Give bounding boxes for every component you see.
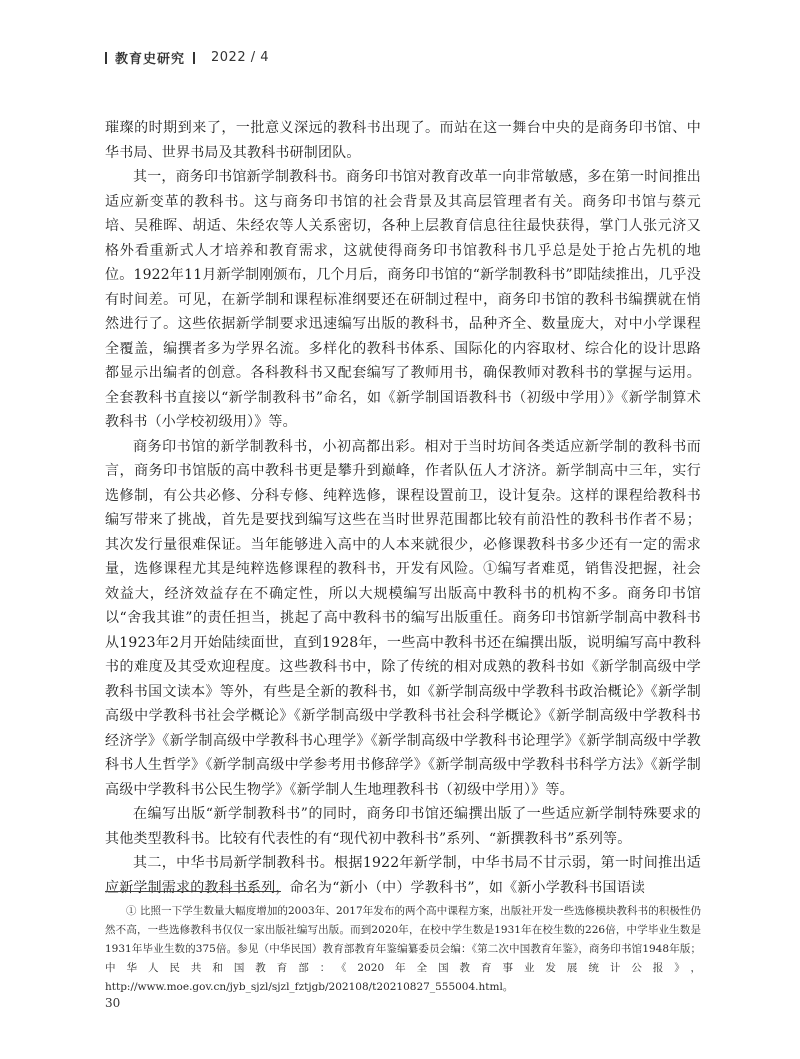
header-bar-right [193,52,195,64]
footnote: ① 比照一下学生数量大幅度增加的2003年、2017年发布的两个高中课程方案，出版社开发一些选修模块教科书的积极性仍然不高，一些选修教科书仅仅一家出版社编写出版。而到2020年，在校中学生数是1931年在校生数的226倍，中学毕业生数是1931年毕业生数的375倍。参见（中华民国）教育部教育年鉴编纂委员会编：《第二次中国教育年鉴》，商务印书馆1948年版；中华人民共和国教育部：《2020年全国教育事业发展统计公报》，http://www.moe.gov.cn/jyb_sjzl/sjzl_fztjgb/202108/t20210827_555004.html。 [105,905,701,993]
journal-title: 教育史研究 [115,52,186,67]
footnote-divider [105,891,281,892]
running-header [105,48,269,67]
paragraph: 其一，商务印书馆新学制教科书。商务印书馆对教育改革一向非常敏感，多在第一时间推出适应新变革的教科书。这与商务印书馆的社会背景及其高层管理者有关。商务印书馆与蔡元培、吴稚晖、胡适、朱经农等人关系密切，各种上层教育信息往往最快获得，掌门人张元济又格外看重新式人才培养和教育需求，这就使得商务印书馆教科书几乎总是处于抢占先机的地位。1922年11月新学制刚颁布，几个月后，商务印书馆的“新学制教科书”即陆续推出，几乎没有时间差。可见，在新学制和课程标准纲要还在研制过程中，商务印书馆的教科书编撰就在悄然进行了。这些依据新学制要求迅速编写出版的教科书，品种齐全、数量庞大，对中小学课程全覆盖，编撰者多为学界名流。多样化的教科书体系、国际化的内容取材、综合化的设计思路都显示出编者的创意。各科教科书又配套编写了教师用书，确保教师对教科书的掌握与运用。全套教科书直接以“新学制教科书”命名，如《新学制国语教科书（初级中学用）》《新学制算术教科书（小学校初级用）》等。 [105,169,701,430]
header-bar-left [105,52,107,64]
paragraph-continued: 璀璨的时期到来了，一批意义深远的教科书出现了。而站在这一舞台中央的是商务印书馆、中华书局、世界书局及其教科书研制团队。 [105,120,701,161]
main-text [105,116,701,900]
page-number: 30 [105,996,121,1010]
paragraph: 其二，中华书局新学制教科书。根据1922年新学制，中华书局不甘示弱，第一时间推出适应新学制需求的教科书系列，命名为“新小（中）学教科书”，如《新小学教科书国语读 [105,855,701,896]
issue-number: 2022 / 4 [211,50,270,65]
paragraph: 在编写出版“新学制教科书”的同时，商务印书馆还编撰出版了一些适应新学制特殊要求的其他类型教科书。比较有代表性的有“现代初中教科书”系列、“新撰教科书”系列等。 [105,806,701,847]
paragraph: 商务印书馆的新学制教科书，小初高都出彩。相对于当时坊间各类适应新学制的教科书而言，商务印书馆版的高中教科书更是攀升到巅峰，作者队伍人才济济。新学制高中三年，实行选修制，有公共必修、分科专修、纯粹选修，课程设置前卫，设计复杂。这样的课程给教科书编写带来了挑战，首先是要找到编写这些在当时世界范围都比较有前沿性的教科书作者不易；其次发行量很难保证。当年能够进入高中的人本来就很少，必修课教科书多少还有一定的需求量，选修课程尤其是纯粹选修课程的教科书，开发有风险。①编写者难觅，销售没把握，社会效益大，经济效益存在不确定性，所以大规模编写出版高中教科书的机构不多。商务印书馆以“舍我其谁”的责任担当，挑起了高中教科书的编写出版重任。商务印书馆新学制高中教科书从1923年2月开始陆续面世，直到1928年，一些高中教科书还在编撰出版，说明编写高中教科书的难度及其受欢迎程度。这些教科书中，除了传统的相对成熟的教科书如《新学制高级中学教科书国文读本》等外，有些是全新的教科书，如《新学制高级中学教科书政治概论》《新学制高级中学教科书社会学概论》《新学制高级中学教科书社会科学概论》《新学制高级中学教科书经济学》《新学制高级中学教科书心理学》《新学制高级中学教科书论理学》《新学制高级中学教科书人生哲学》《新学制高级中学参考用书修辞学》《新学制高级中学教科书科学方法》《新学制高级中学教科书公民生物学》《新学制人生地理教科书（初级中学用）》等。 [105,438,701,798]
